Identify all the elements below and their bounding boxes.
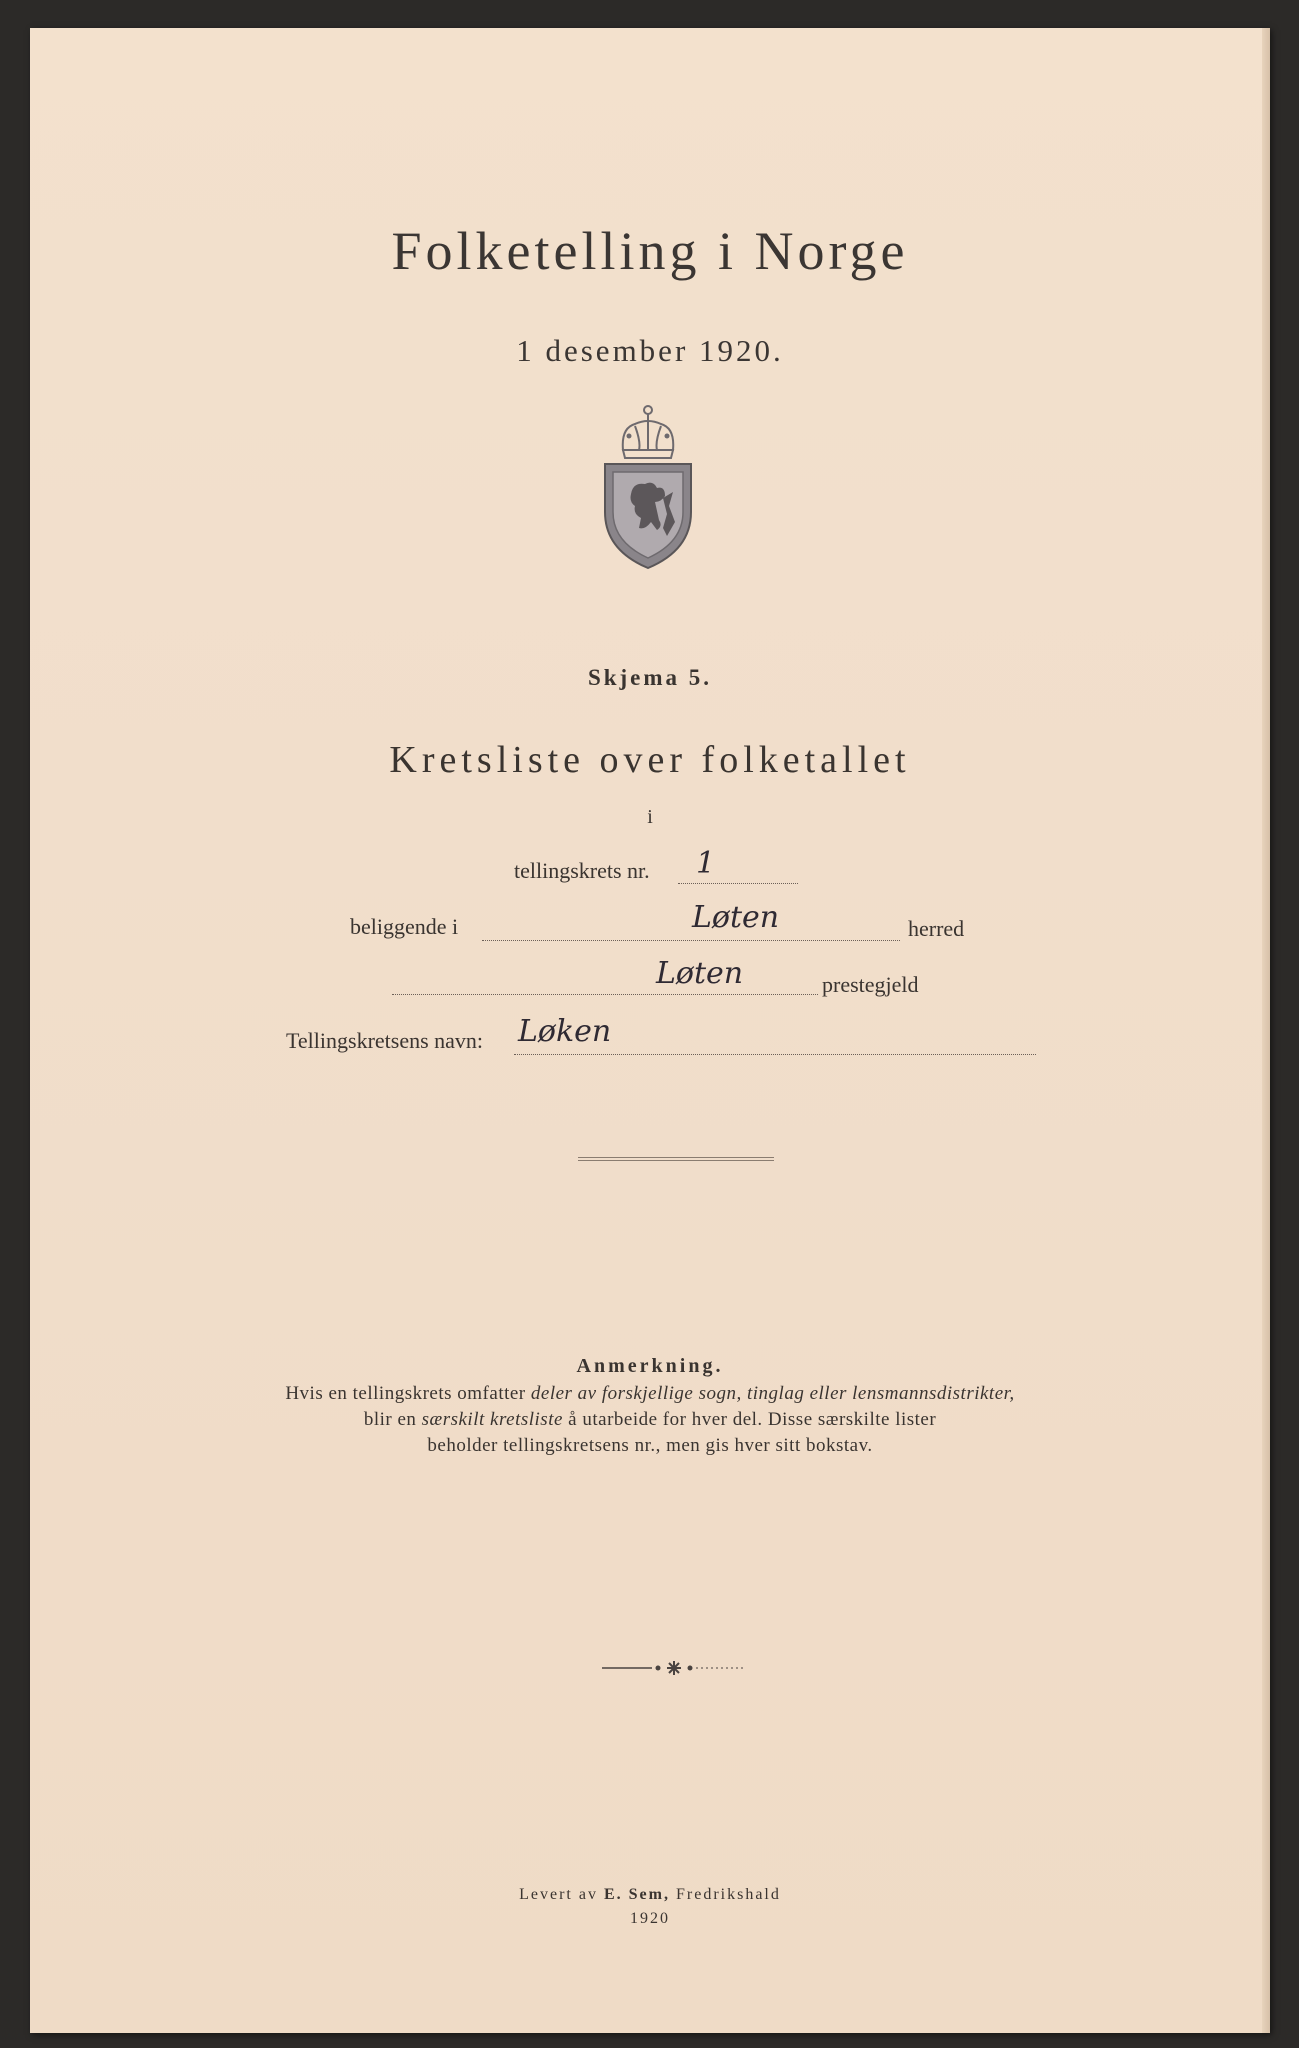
district-number-field[interactable] <box>678 883 798 884</box>
remark-heading: Anmerkning. <box>576 1355 724 1377</box>
parish-suffix: prestegjeld <box>822 972 919 997</box>
page-edge <box>1262 28 1270 2033</box>
district-number-value: 1 <box>696 846 716 881</box>
municipality-value: Løten <box>692 900 780 935</box>
municipality-field[interactable] <box>482 940 900 941</box>
printer-line <box>30 1886 1270 1904</box>
section-divider <box>578 1157 774 1161</box>
parish-value: Løten <box>656 956 744 991</box>
district-name-value: Løken <box>518 1014 612 1049</box>
page-title: Folketelling i Norge <box>391 221 909 281</box>
schema-number: Skjema 5. <box>587 665 713 690</box>
remark-emphasis: særskilt kretsliste <box>421 1409 563 1430</box>
census-date: 1 desember 1920. <box>516 333 784 368</box>
district-name-label: Tellingskretsens navn: <box>286 1028 484 1053</box>
remark-text: Hvis en tellingskrets omfatter <box>285 1383 531 1404</box>
printer-city: Fredrikshald <box>675 1886 781 1903</box>
list-title: Kretsliste over folketallet <box>389 739 911 781</box>
coat-of-arms-icon <box>593 402 703 572</box>
location-label: beliggende i <box>350 914 459 939</box>
municipality-suffix: herred <box>908 916 965 941</box>
printer-year: 1920 <box>630 1910 670 1927</box>
remark-line-1 <box>30 1383 1270 1405</box>
census-form-page <box>30 28 1270 2033</box>
district-number-label: tellingskrets nr. <box>514 858 650 883</box>
printer-name: E. Sem, <box>603 1886 670 1903</box>
remark-line-2 <box>30 1409 1270 1431</box>
ornament-icon <box>602 1658 746 1678</box>
printer-prefix: Levert av <box>519 1886 598 1903</box>
preposition-text: i <box>647 806 653 828</box>
remark-line-3: beholder tellingskretsens nr., men gis hver sitt bokstav. <box>427 1435 873 1456</box>
remark-emphasis: deler av forskjellige sogn, tinglag eller lensmannsdistrikter, <box>530 1383 1015 1404</box>
remark-text: blir en <box>363 1409 422 1430</box>
remark-text: å utarbeide for hver del. Disse særskilte lister <box>562 1409 937 1430</box>
district-name-field[interactable] <box>514 1054 1036 1055</box>
parish-field[interactable] <box>392 994 818 995</box>
